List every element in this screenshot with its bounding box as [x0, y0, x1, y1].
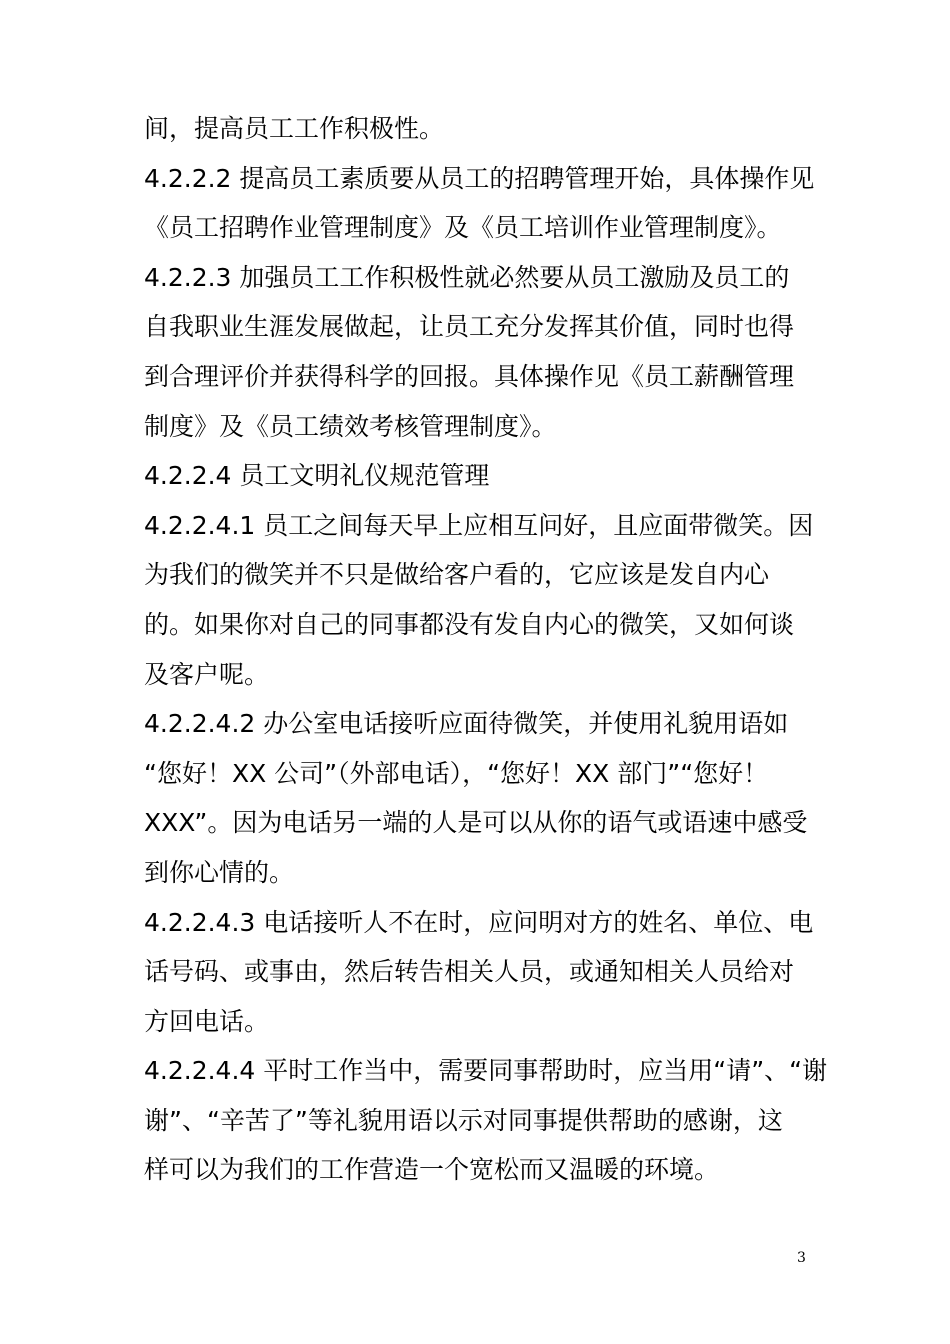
text-line: 样可以为我们的工作营造一个宽松而又温暖的环境。 [144, 1155, 720, 1185]
text-line: 4.2.2.4.4 平时工作当中，需要同事帮助时，应当用“请”、“谢 [144, 1056, 828, 1086]
text-line: 的。如果你对自己的同事都没有发自内心的微笑，又如何谈 [144, 609, 795, 639]
text-line: 4.2.2.4.1 员工之间每天早上应相互问好，且应面带微笑。因 [144, 510, 814, 540]
text-line: 方回电话。 [144, 1006, 270, 1036]
text-line: 到你心情的。 [144, 857, 295, 887]
text-line: 4.2.2.3 加强员工工作积极性就必然要从员工激励及员工的 [144, 262, 790, 292]
text-line: 谢”、“辛苦了”等礼貌用语以示对同事提供帮助的感谢，这 [144, 1105, 783, 1135]
text-line: 间，提高员工工作积极性。 [144, 114, 445, 143]
text-line: 4.2.2.2 提高员工素质要从员工的招聘管理开始，具体操作见 [144, 163, 815, 193]
text-line: “您好！XX 公司”（外部电话），“您好！XX 部门”“您好！ [144, 758, 769, 788]
text-line: 话号码、或事由，然后转告相关人员，或通知相关人员给对 [144, 957, 795, 987]
text-line: 《员工招聘作业管理制度》及《员工培训作业管理制度》。 [144, 213, 782, 243]
text-line: 为我们的微笑并不只是做给客户看的，它应该是发自内心 [144, 560, 770, 590]
text-line: 制度》及《员工绩效考核管理制度》。 [144, 411, 557, 441]
section-heading: 4.2.2.4 员工文明礼仪规范管理 [144, 461, 490, 491]
text-line: 及客户呢。 [144, 659, 270, 689]
text-line: 到合理评价并获得科学的回报。具体操作见《员工薪酬管理 [144, 361, 795, 391]
text-line: 4.2.2.4.2 办公室电话接听应面待微笑，并使用礼貌用语如 [144, 709, 789, 739]
text-line: XXX”。因为电话另一端的人是可以从你的语气或语速中感受 [144, 808, 808, 838]
page-number: 3 [797, 1250, 806, 1266]
body-text [144, 104, 844, 1195]
text-line: 4.2.2.4.3 电话接听人不在时，应问明对方的姓名、单位、电 [144, 907, 814, 937]
text-line: 自我职业生涯发展做起，让员工充分发挥其价值，同时也得 [144, 312, 795, 342]
